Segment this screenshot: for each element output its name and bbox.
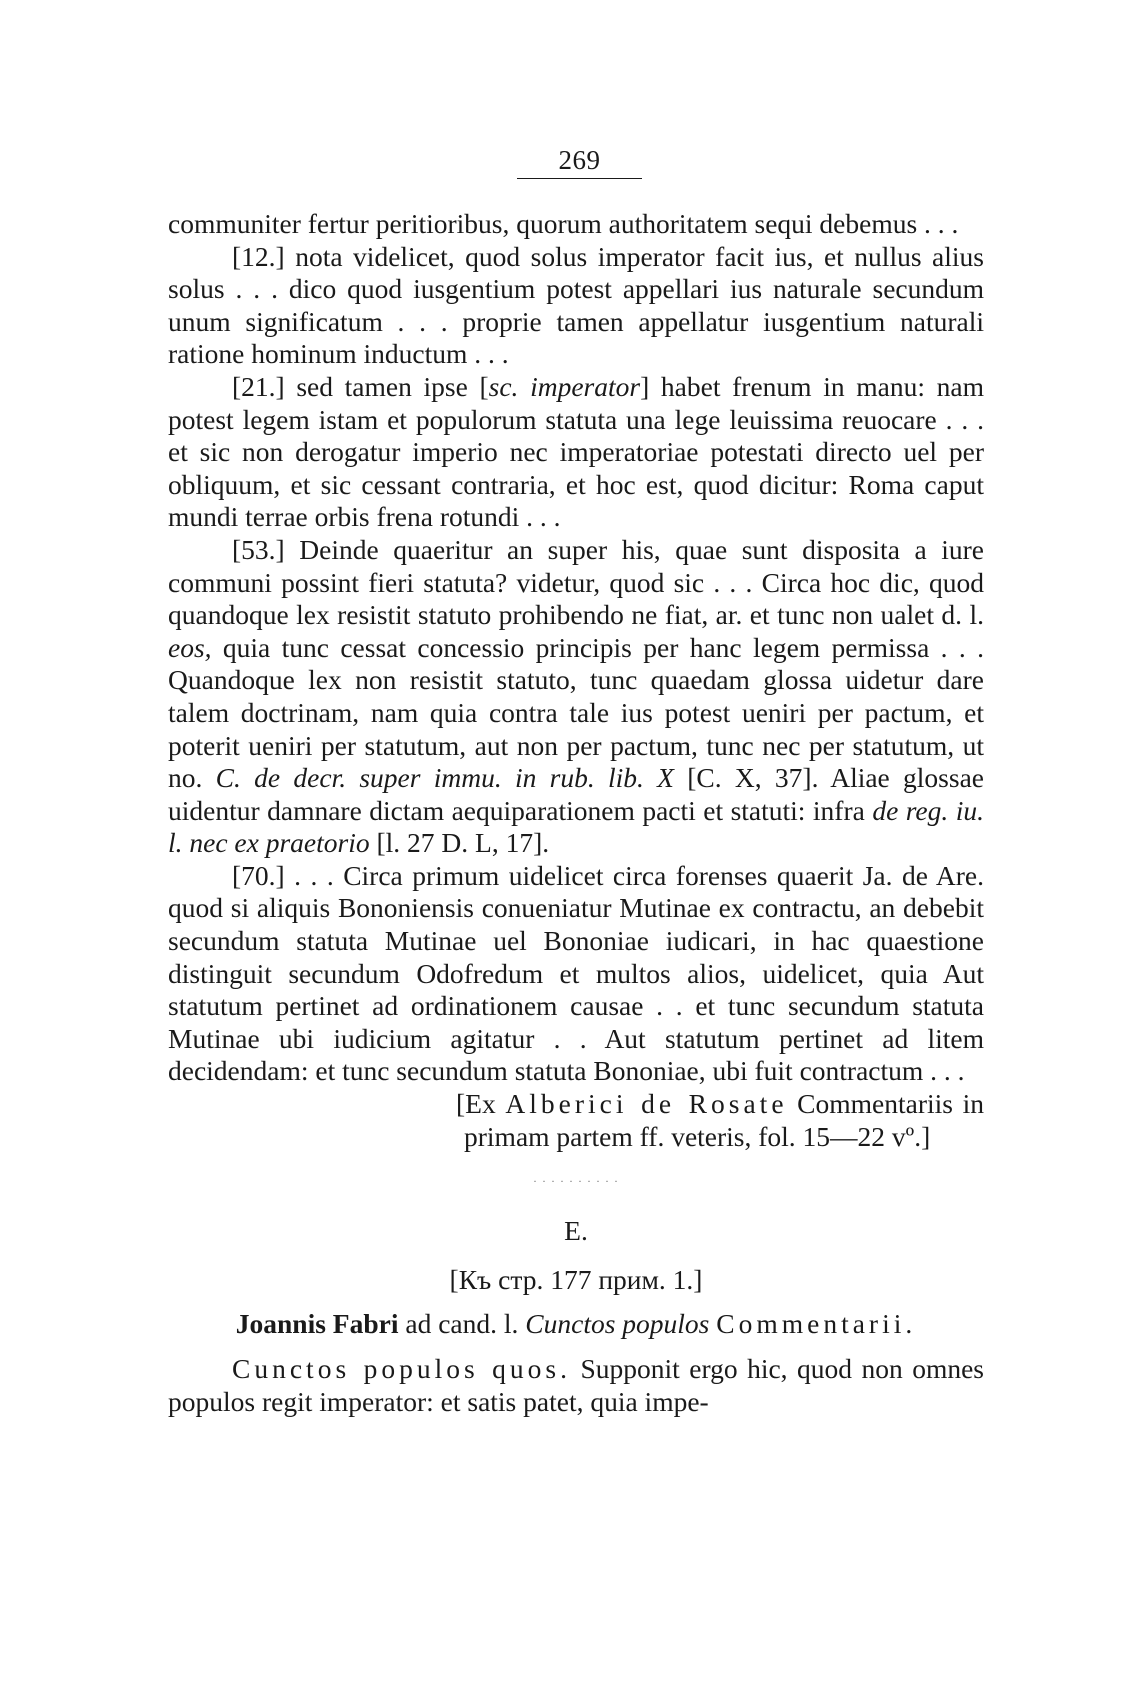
citation-eos: eos,: [168, 631, 212, 663]
paragraph-53-end: [l. 27 D. L, 17].: [376, 827, 550, 859]
citation-digest: de reg. iu. l. nec ex praetorio: [168, 794, 985, 859]
paragraph-21-start: [21.] sed tamen ipse [: [232, 370, 489, 402]
source-open: [Ex: [456, 1088, 496, 1120]
section-divider: · · · · · · · · · ·: [533, 1174, 619, 1189]
title-middle: ad cand. l.: [405, 1308, 519, 1340]
source-citation: [456, 1088, 984, 1153]
paragraph-53: [168, 534, 984, 860]
page-number: 269: [517, 145, 642, 179]
section-title: [168, 1308, 984, 1341]
commentary-body: Supponit ergo hic, quod non omnes populos regit imperator: et satis patet, quia impe-: [168, 1353, 985, 1417]
paragraph-53-middle: quia tunc cessat concessio principis per hanc legem permissa . . . Quandoque lex non resistit statuto, tunc quaedam glossa uidetur dare talem doctrinam, nam quia contra tale ius potest ueniri per pactum, et poterit ueniri per statutum, aut non per pactum, tunc nec per statutum, ut no.: [168, 631, 985, 794]
source-rest: Commentariis in primam partem ff. veteris, fol. 15—22 vº.]: [464, 1088, 985, 1152]
paragraph-12: [12.] nota videlicet, quod solus imperator facit ius, et nullus alius solus . . . dico quod iusgentium potest appellari ius naturale secundum unum significatum . . . proprie tamen appellatur iusgentium naturali ratione hominum inductum . . .: [168, 240, 984, 370]
title-end: Commentarii.: [716, 1308, 917, 1340]
citation-codex: C. de decr. super immu. in rub. lib. X: [215, 762, 674, 794]
source-author: Alberici de Rosate: [505, 1088, 788, 1120]
editorial-note: sc. imperator: [488, 370, 641, 402]
section-letter: E.: [564, 1215, 588, 1247]
paragraph-70: [70.] . . . Circa primum uidelicet circa forenses quaerit Ja. de Are. quod si aliquis Bononiensis conueniatur Mutinae ex contractu, an debebit secundum statuta Mutinae uel Bononiae iudicari, in hac quaestione distinguit secundum Odofredum et multos alios, uidelicet, quia Aut statutum pertinet ad ordinationem causae . . et tunc secundum statuta Mutinae ubi iudicium agitatur . . Aut statutum pertinet ad litem decidendam: et tunc secundum statuta Bononiae, ubi fuit contractum . . .: [168, 859, 984, 1087]
paragraph-53-continued: [C. X, 37]. Aliae glossae uidentur damnare dictam aequiparationem pacti et statuti: infra: [168, 762, 984, 826]
paragraph-21: [168, 371, 984, 534]
section-author: Joannis Fabri: [235, 1308, 399, 1340]
note-reference: [Къ стр. 177 прим. 1.]: [449, 1263, 703, 1295]
page-text: [168, 208, 984, 1418]
paragraph-53-start: [53.] Deinde quaeritur an super his, quae sunt disposita a iure communi possint fieri statuta? videtur, quod sic . . . Circa hoc dic, quod quandoque lex resistit statuto prohibendo ne fiat, ar. et tunc non ualet d. l.: [168, 533, 984, 631]
commentary-paragraph: [168, 1353, 984, 1418]
paragraph-1: communiter fertur peritioribus, quorum authoritatem sequi debemus . . .: [168, 208, 959, 239]
commentary-lemma: Cunctos populos quos.: [232, 1353, 571, 1384]
paragraph-21-rest: ] habet frenum in manu: nam potest legem istam et populorum statuta una lege leuissima reuocare . . . et sic non derogatur imperio nec imperatoriae potestati directo uel per obliquum, et sic cessant contraria, et hoc est, quod dicitur: Roma caput mundi terrae orbis frena rotundi . . .: [168, 370, 984, 533]
title-italic: Cunctos populos: [525, 1308, 710, 1340]
